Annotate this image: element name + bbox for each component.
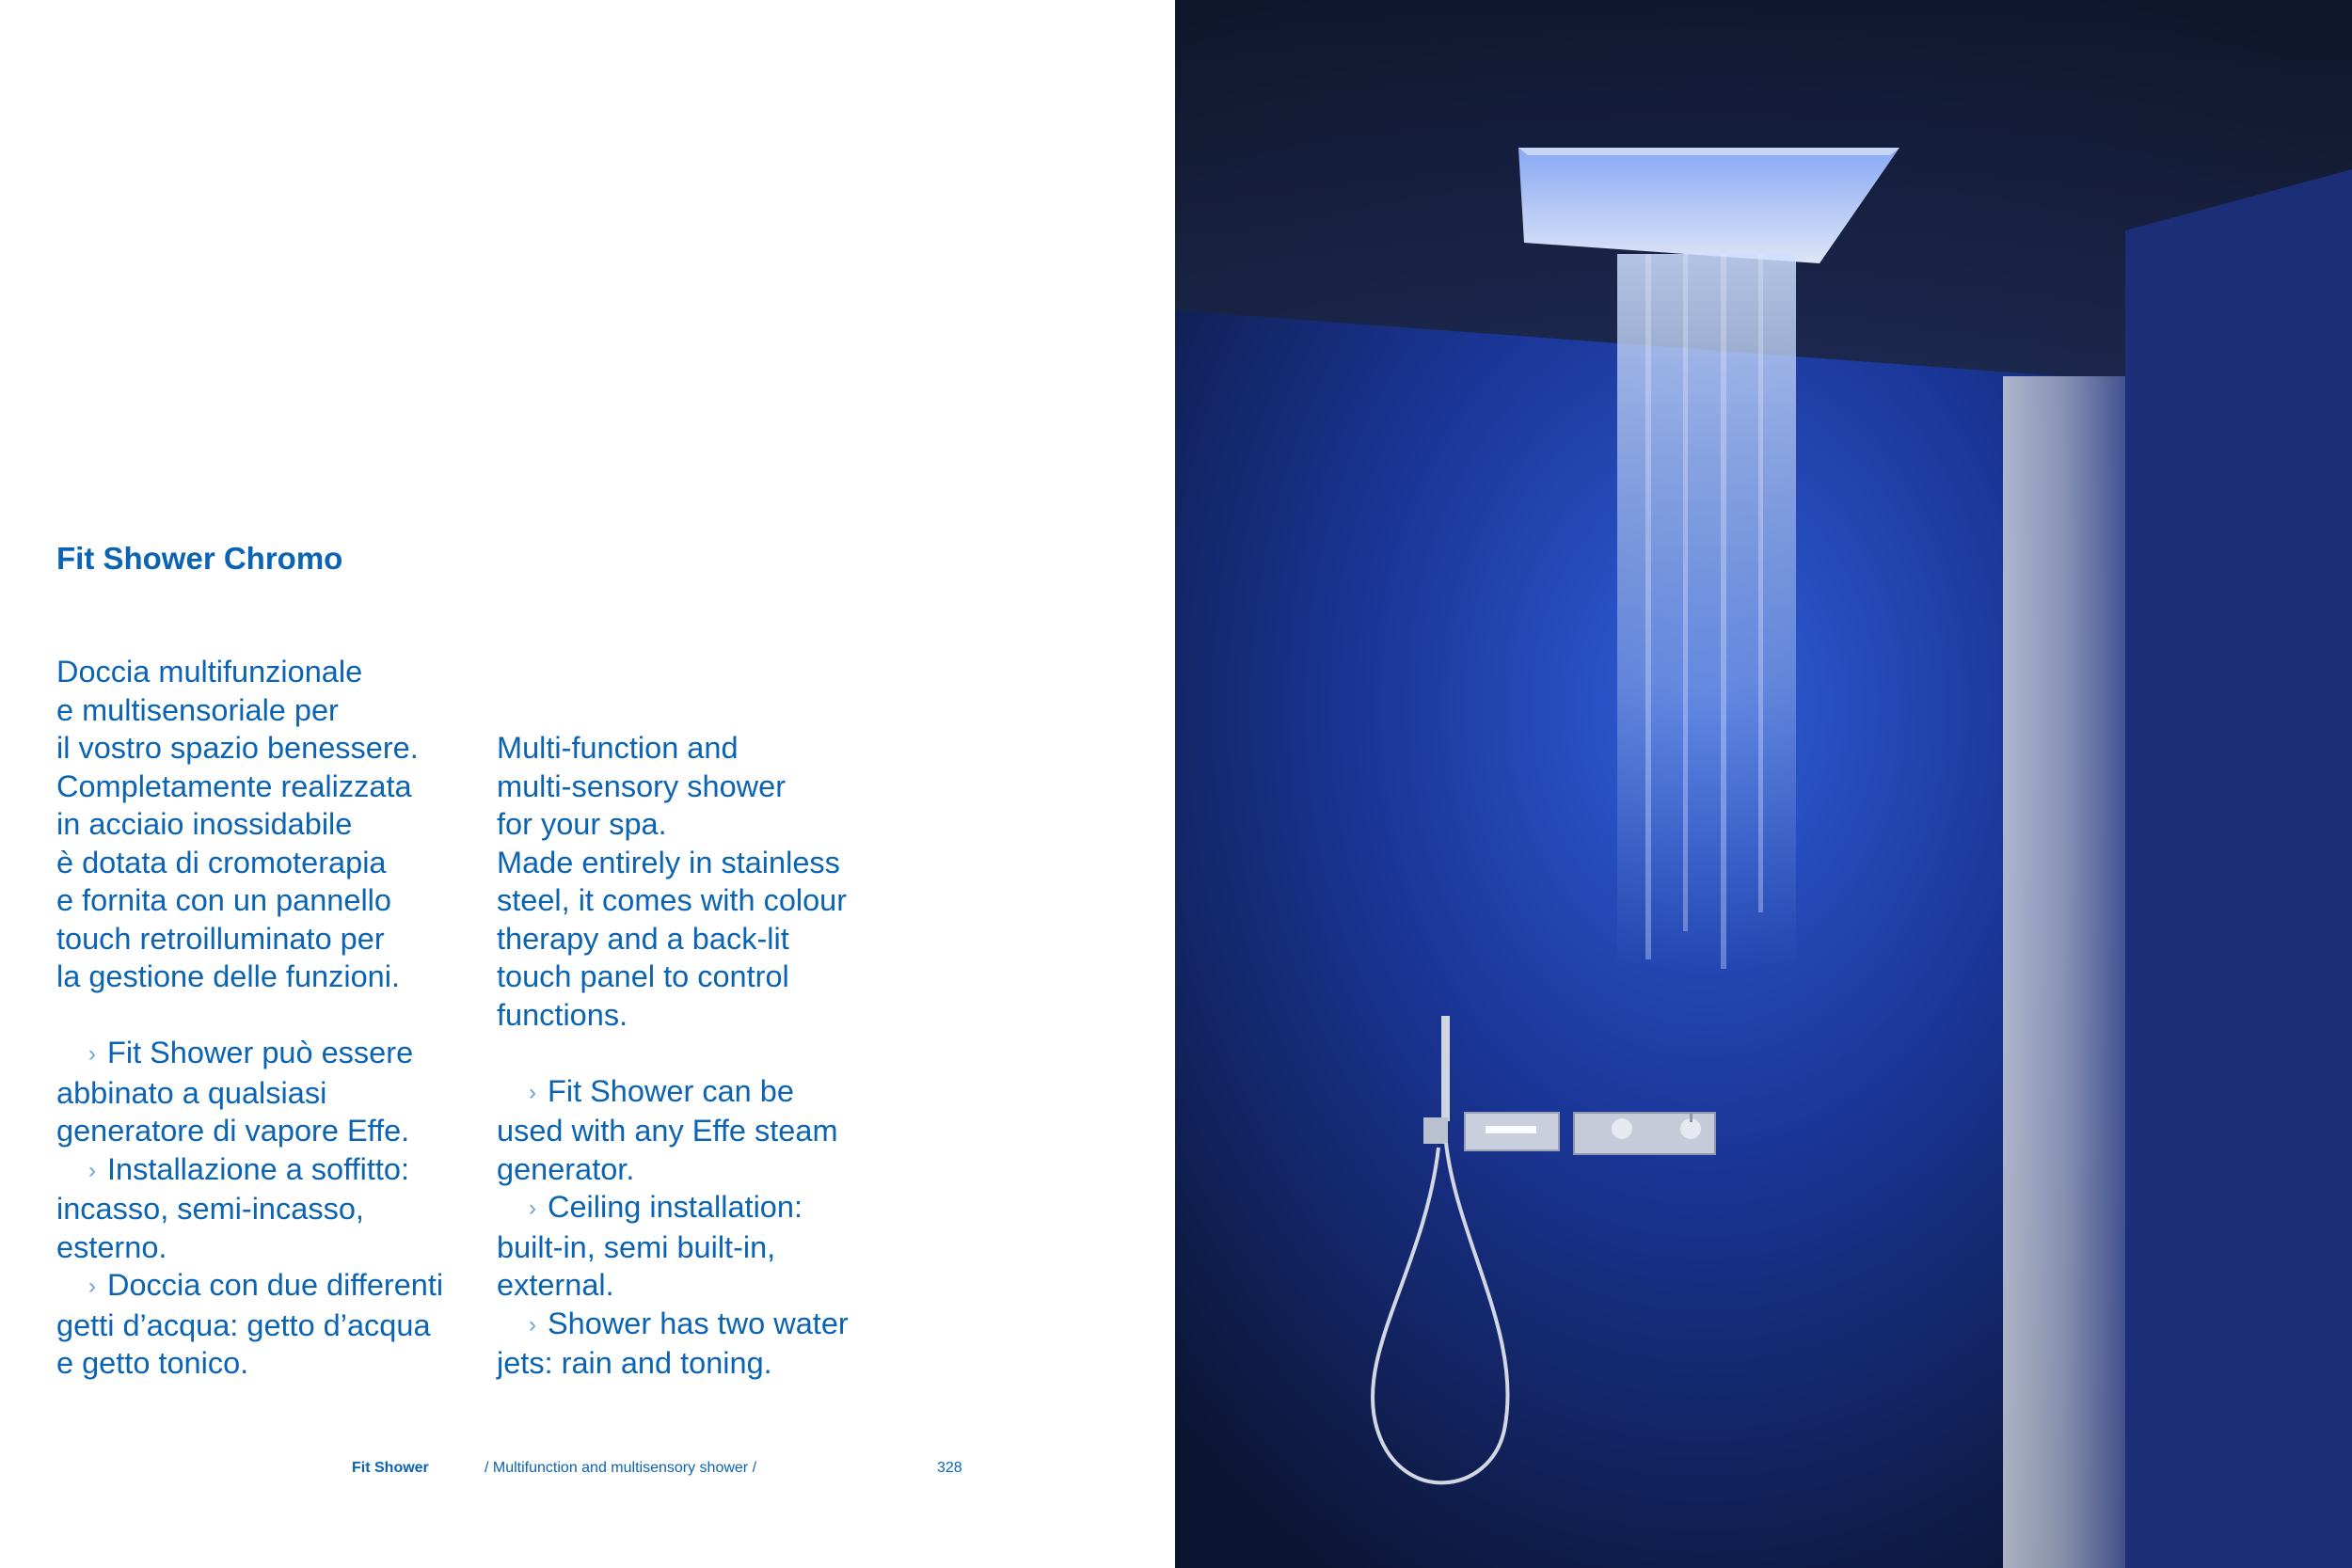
italian-bullet: › Doccia con due differenti getti d’acqua: getto d’acqua e getto tonico. (56, 1268, 444, 1380)
footer-section-title: / Multifunction and multisensory shower / (485, 1460, 757, 1476)
italian-line: è dotata di cromoterapia (56, 845, 387, 879)
mixer-controls (1574, 1113, 1715, 1154)
italian-line: e multisensoriale per (56, 692, 339, 727)
english-bullet: › Ceiling installation: built-in, semi built-in, external. (497, 1190, 803, 1302)
footer-brand: Fit Shower (352, 1460, 429, 1476)
italian-line: Completamente realizzata (56, 768, 412, 803)
chevron-right-icon: › (88, 1157, 96, 1183)
english-description (497, 729, 939, 1034)
chevron-right-icon: › (88, 1274, 96, 1299)
chevron-right-icon: › (88, 1041, 96, 1067)
english-bullet: › Fit Shower can be used with any Effe steam generator. (497, 1073, 838, 1186)
italian-column (56, 653, 499, 1383)
english-line: therapy and a back-lit (497, 921, 789, 956)
page-title: Fit Shower Chromo (56, 541, 343, 576)
italian-line: Doccia multifunzionale (56, 655, 363, 689)
italian-bullet: › Fit Shower può essere abbinato a qualsiasi generatore di vapore Effe. (56, 1036, 414, 1148)
product-photo (1175, 0, 2352, 1568)
italian-line: il vostro spazio benessere. (56, 731, 419, 765)
italian-description (56, 653, 499, 996)
english-line: Multi-function and (497, 731, 739, 765)
english-bullet: › Shower has two water jets: rain and toning. (497, 1306, 849, 1380)
italian-bullet: › Installazione a soffitto: incasso, semi-incasso, esterno. (56, 1151, 409, 1264)
touch-panel (1465, 1113, 1559, 1150)
italian-line: e fornita con un pannello (56, 883, 391, 917)
english-line: Made entirely in stainless (497, 845, 840, 879)
italian-line: touch retroilluminato per (56, 921, 385, 956)
chevron-right-icon: › (529, 1196, 536, 1221)
english-line: for your spa. (497, 807, 667, 841)
italian-line: in acciaio inossidabile (56, 807, 353, 841)
italian-line: la gestione delle funzioni. (56, 959, 400, 993)
chevron-right-icon: › (529, 1079, 536, 1105)
chevron-right-icon: › (529, 1311, 536, 1338)
english-column (497, 653, 939, 1383)
page-number: 328 (937, 1460, 962, 1476)
text-page (0, 0, 1175, 1568)
english-line: steel, it comes with colour (497, 883, 848, 917)
english-line: touch panel to control (497, 959, 789, 993)
english-line: functions. (497, 997, 628, 1032)
rain-water (1617, 254, 1796, 969)
english-line: multi-sensory shower (497, 768, 787, 803)
